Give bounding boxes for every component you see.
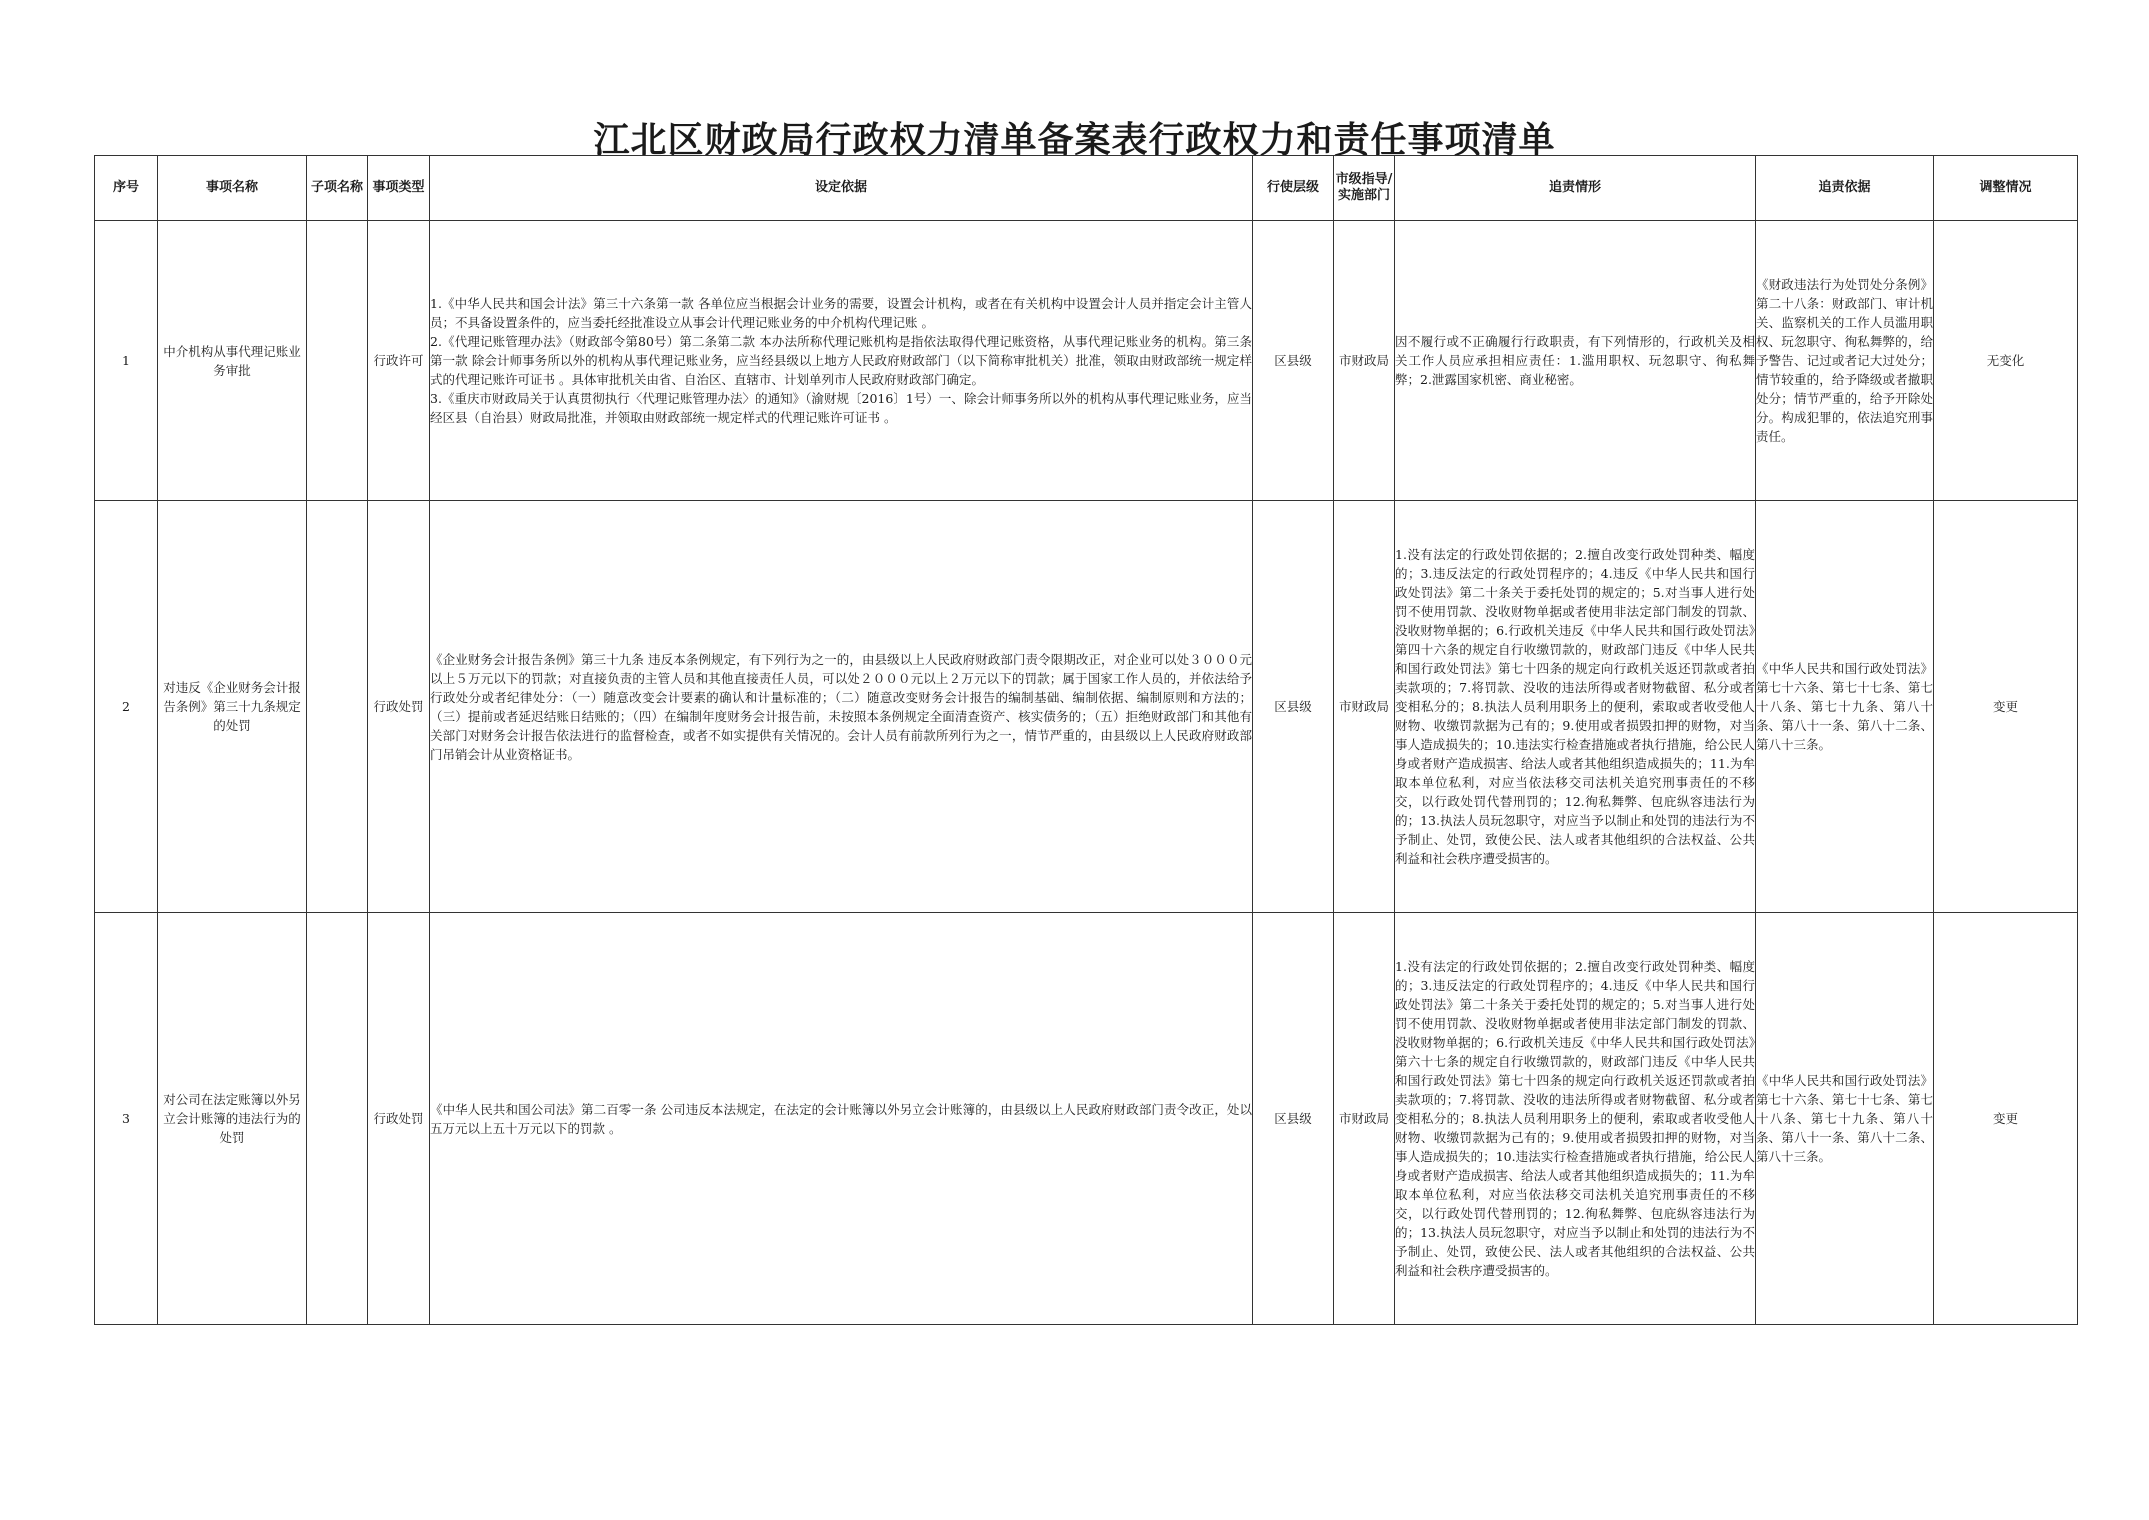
cell-dept: 市财政局 [1334,501,1395,913]
cell-basis [430,501,1253,913]
cell-dept: 市财政局 [1334,913,1395,1325]
header-basis: 设定依据 [430,156,1253,221]
cell-dept: 市财政局 [1334,221,1395,501]
cell-name: 对公司在法定账簿以外另立会计账簿的违法行为的处罚 [158,913,307,1325]
cell-seq: 3 [95,913,158,1325]
cell-adjust: 无变化 [1934,221,2078,501]
basis-item: 《企业财务会计报告条例》第三十九条 违反本条例规定，有下列行为之一的，由县级以上人民政府财政部门责令限期改正，对企业可以处３０００元以上５万元以下的罚款；对直接负责的主管人员和其他直接责任人员，可以处２０００元以上２万元以下的罚款；属于国家工作人员的，并依法给予行政处分或者纪律处分：（一）随意改变会计要素的确认和计量标准的；（二）随意改变财务会计报告的编制基础、编制依据、编制原则和方法的；（三）提前或者延迟结账日结账的；（四）在编制年度财务会计报告前，未按照本条例规定全面清查资产、核实债务的；（五）拒绝财政部门和其他有关部门对财务会计报告依法进行的监督检查，或者不如实提供有关情况的。会计人员有前款所列行为之一，情节严重的，由县级以上人民政府财政部门吊销会计从业资格证书。 [430,651,1252,762]
cell-seq: 1 [95,221,158,501]
table-row [95,501,2078,913]
cell-name: 对违反《企业财务会计报告条例》第三十九条规定的处罚 [158,501,307,913]
cell-sub [307,501,368,913]
header-level: 行使层级 [1253,156,1334,221]
basis-item: 2.《代理记账管理办法》（财政部令第80号）第二条第二款 本办法所称代理记账机构是指依法取得代理记账资格，从事代理记账业务的机构。第三条第一款 除会计师事务所以外的机构从事代理记账业务，应当经县级以上地方人民政府财政部门（以下简称审批机关）批准，领取由财政部统一规定样式的代理记账许可证书 。具体审批机关由省、自治区、直辖市、计划单列市人民政府财政部门确定。 [430,334,1252,387]
cell-name: 中介机构从事代理记账业务审批 [158,221,307,501]
cell-level: 区县级 [1253,221,1334,501]
cell-basis [430,913,1253,1325]
power-list-table [94,155,2078,1325]
cell-acc: 1.没有法定的行政处罚依据的；2.擅自改变行政处罚种类、幅度的；3.违反法定的行政处罚程序的；4.违反《中华人民共和国行政处罚法》第二十条关于委托处罚的规定的；5.对当事人进行处罚不使用罚款、没收财物单据或者使用非法定部门制发的罚款、没收财物单据的；6.行政机关违反《中华人民共和国行政处罚法》第六十七条的规定自行收缴罚款的，财政部门违反《中华人民共和国行政处罚法》第七十四条的规定向行政机关返还罚款或者拍卖款项的；7.将罚款、没收的违法所得或者财物截留、私分或者变相私分的；8.执法人员利用职务上的便利，索取或者收受他人财物、收缴罚款据为己有的；9.使用或者损毁扣押的财物，对当事人造成损失的；10.违法实行检查措施或者执行措施，给公民人身或者财产造成损害、给法人或者其他组织造成损失的；11.为牟取本单位私利，对应当依法移交司法机关追究刑事责任的不移交，以行政处罚代替刑罚的；12.徇私舞弊、包庇纵容违法行为的；13.执法人员玩忽职守，对应当予以制止和处罚的违法行为不予制止、处罚，致使公民、法人或者其他组织的合法权益、公共利益和社会秩序遭受损害的。 [1395,913,1756,1325]
basis-item: 3.《重庆市财政局关于认真贯彻执行〈代理记账管理办法〉的通知》（渝财规〔2016〕1号）一、除会计师事务所以外的机构从事代理记账业务，应当经区县（自治县）财政局批准，并领取由财政部统一规定样式的代理记账许可证书 。 [430,391,1252,425]
header-accbasis: 追责依据 [1756,156,1934,221]
page-title: 江北区财政局行政权力清单备案表行政权力和责任事项清单 [593,120,1556,161]
basis-item: 《中华人民共和国公司法》第二百零一条 公司违反本法规定，在法定的会计账簿以外另立会计账簿的，由县级以上人民政府财政部门责令改正，处以五万元以上五十万元以下的罚款 。 [430,1101,1252,1136]
cell-level: 区县级 [1253,501,1334,913]
table-header-row [95,156,2078,221]
cell-basis [430,221,1253,501]
header-type: 事项类型 [368,156,430,221]
cell-type: 行政许可 [368,221,430,501]
cell-sub [307,221,368,501]
table-row [95,221,2078,501]
header-dept: 市级指导/实施部门 [1334,156,1395,221]
cell-adjust: 变更 [1934,501,2078,913]
header-name: 事项名称 [158,156,307,221]
table-row [95,913,2078,1325]
cell-seq: 2 [95,501,158,913]
cell-type: 行政处罚 [368,913,430,1325]
header-adjust: 调整情况 [1934,156,2078,221]
cell-type: 行政处罚 [368,501,430,913]
cell-acc: 因不履行或不正确履行行政职责，有下列情形的，行政机关及相关工作人员应承担相应责任：1.滥用职权、玩忽职守、徇私舞弊；2.泄露国家机密、商业秘密。 [1395,221,1756,501]
basis-item: 1.《中华人民共和国会计法》第三十六条第一款 各单位应当根据会计业务的需要，设置会计机构，或者在有关机构中设置会计人员并指定会计主管人员；不具备设置条件的，应当委托经批准设立从事会计代理记账业务的中介机构代理记账 。 [430,296,1252,330]
header-acc: 追责情形 [1395,156,1756,221]
cell-accbasis: 《中华人民共和国行政处罚法》第七十六条、第七十七条、第七十八条、第七十九条、第八十条、第八十一条、第八十二条、第八十三条。 [1756,913,1934,1325]
cell-accbasis: 《中华人民共和国行政处罚法》第七十六条、第七十七条、第七十八条、第七十九条、第八十条、第八十一条、第八十二条、第八十三条。 [1756,501,1934,913]
cell-level: 区县级 [1253,913,1334,1325]
cell-adjust: 变更 [1934,913,2078,1325]
cell-accbasis: 《财政违法行为处罚处分条例》第二十八条：财政部门、审计机关、监察机关的工作人员滥用职权、玩忽职守、徇私舞弊的，给予警告、记过或者记大过处分；情节较重的，给予降级或者撤职处分；情节严重的，给予开除处分。构成犯罪的，依法追究刑事责任。 [1756,221,1934,501]
header-seq: 序号 [95,156,158,221]
cell-sub [307,913,368,1325]
header-sub: 子项名称 [307,156,368,221]
cell-acc: 1.没有法定的行政处罚依据的；2.擅自改变行政处罚种类、幅度的；3.违反法定的行政处罚程序的；4.违反《中华人民共和国行政处罚法》第二十条关于委托处罚的规定的；5.对当事人进行处罚不使用罚款、没收财物单据或者使用非法定部门制发的罚款、没收财物单据的；6.行政机关违反《中华人民共和国行政处罚法》第四十六条的规定自行收缴罚款的，财政部门违反《中华人民共和国行政处罚法》第七十四条的规定向行政机关返还罚款或者拍卖款项的；7.将罚款、没收的违法所得或者财物截留、私分或者变相私分的；8.执法人员利用职务上的便利，索取或者收受他人财物、收缴罚款据为己有的；9.使用或者损毁扣押的财物，对当事人造成损失的；10.违法实行检查措施或者执行措施，给公民人身或者财产造成损害、给法人或者其他组织造成损失的；11.为牟取本单位私利，对应当依法移交司法机关追究刑事责任的不移交，以行政处罚代替刑罚的；12.徇私舞弊、包庇纵容违法行为的；13.执法人员玩忽职守，对应当予以制止和处罚的违法行为不予制止、处罚，致使公民、法人或者其他组织的合法权益、公共利益和社会秩序遭受损害的。 [1395,501,1756,913]
